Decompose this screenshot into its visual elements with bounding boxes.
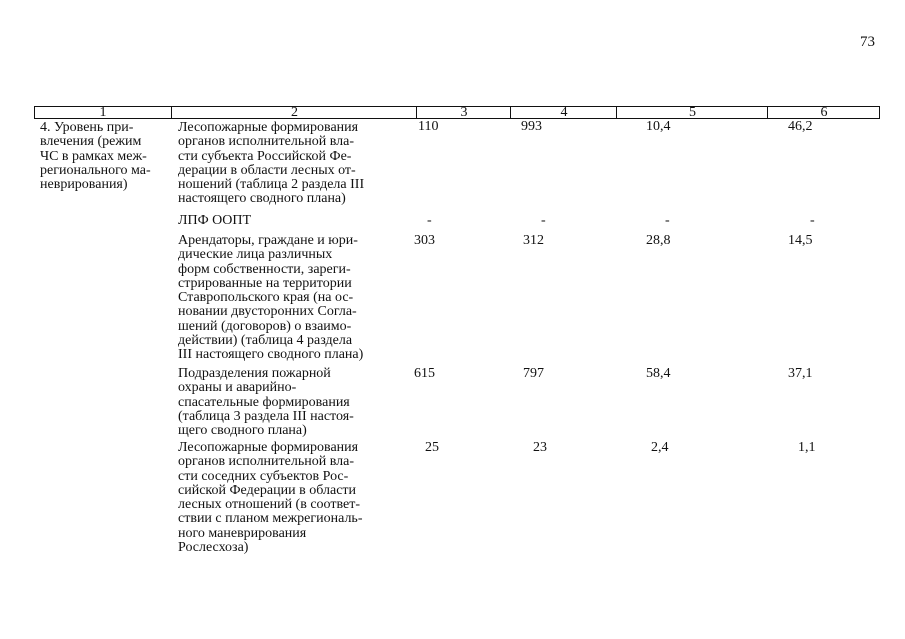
desc-line: сти соседних субъектов Рос- [178,468,349,484]
row-4-col-6: 37,1 [788,366,813,381]
row-label-line: 4. Уровень при- [40,120,134,135]
row-5-description [178,441,393,555]
row-3-col-6: 14,5 [788,233,813,248]
row-label-level-4 [40,121,175,192]
row-5-col-3: 25 [425,440,439,455]
desc-line: ного маневрирования [178,525,307,541]
desc-line: Лесопожарные формирования [178,120,359,135]
header-col-3: 3 [416,107,511,118]
desc-line: действии) (таблица 4 раздела [178,333,353,349]
row-2-description [178,214,393,228]
row-5-col-5: 2,4 [651,440,669,455]
desc-line: Лесопожарные формирования [178,440,359,455]
row-3-col-4: 312 [523,233,544,248]
desc-line: сийской Федерации в области [178,482,357,498]
desc-line: III настоящего сводного плана) [178,347,364,363]
row-1-col-6: 46,2 [788,119,813,134]
row-4-col-4: 797 [523,366,544,381]
desc-line: дерации в области лесных от- [178,162,356,178]
desc-line: шений (договоров) о взаимо- [178,318,352,334]
desc-line: Рослесхоза) [178,540,249,556]
row-4-col-3: 615 [414,366,435,381]
desc-line: Арендаторы, граждане и юри- [178,233,358,248]
desc-line: спасательные формирования [178,394,350,410]
header-col-1: 1 [99,105,107,120]
row-1-col-4: 993 [521,119,542,134]
desc-line: охраны и аварийно- [178,380,297,396]
header-col-6: 6 [767,107,880,118]
row-5-col-4: 23 [533,440,547,455]
row-5-col-6: 1,1 [798,440,816,455]
desc-line: ЛПФ ООПТ [178,213,252,228]
desc-line: органов исполнительной вла- [178,454,355,470]
desc-line: щего сводного плана) [178,423,307,439]
row-3-col-3: 303 [414,233,435,248]
row-3-col-5: 28,8 [646,233,671,248]
row-label-line: неврирования) [40,177,128,193]
row-3-description [178,234,393,363]
row-label-line: влечения (режим [40,134,142,150]
desc-line: Ставропольского края (на ос- [178,290,354,306]
desc-line: новании двусторонних Согла- [178,304,357,320]
header-col-4: 4 [510,107,617,118]
desc-line: ношений (таблица 2 раздела III [178,177,365,193]
desc-line: (таблица 3 раздела III настоя- [178,408,354,424]
row-label-line: регионального ма- [40,162,151,178]
desc-line: лесных отношений (в соответ- [178,497,360,513]
row-2-col-4: - [541,213,546,228]
desc-line: форм собственности, зареги- [178,261,351,277]
desc-line: ствии с планом межрегиональ- [178,511,363,527]
page-number: 73 [860,34,875,50]
header-col-2: 2 [171,107,417,118]
desc-line: сти субъекта Российской Фе- [178,148,352,164]
row-2-col-6: - [810,213,815,228]
row-label-line: ЧС в рамках меж- [40,148,147,164]
desc-line: настоящего сводного плана) [178,191,346,207]
desc-line: дические лица различных [178,247,333,263]
row-1-col-5: 10,4 [646,119,671,134]
desc-line: стрированные на территории [178,275,352,291]
desc-line: органов исполнительной вла- [178,134,355,150]
row-4-description [178,367,393,438]
row-1-col-3: 110 [418,119,439,134]
desc-line: Подразделения пожарной [178,366,331,381]
row-4-col-5: 58,4 [646,366,671,381]
row-2-col-3: - [427,213,432,228]
table-header-row [34,106,880,119]
row-1-description [178,121,393,207]
header-col-5: 5 [616,107,768,118]
row-2-col-5: - [665,213,670,228]
